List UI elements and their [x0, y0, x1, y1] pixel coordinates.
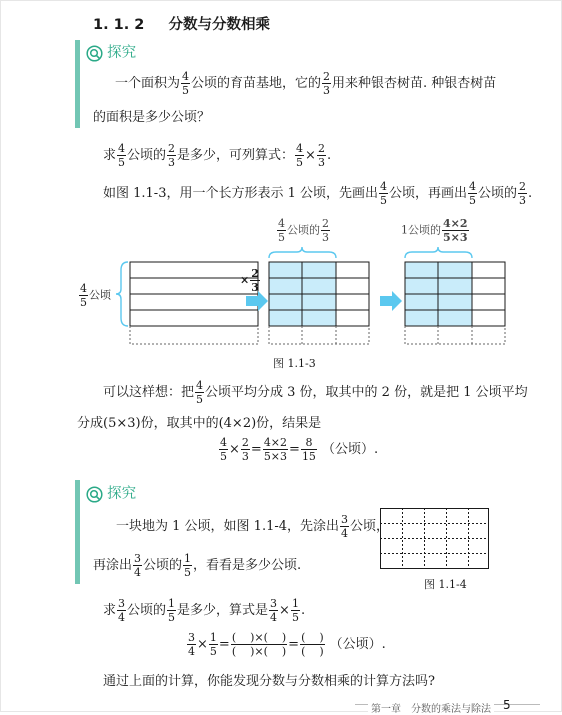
- fraction: $\frac{4}{5}$: [278, 217, 285, 244]
- figure-1-1-4: [380, 508, 490, 570]
- explore-label: 探究: [107, 486, 137, 502]
- fraction: $\frac{3}{4}$: [188, 631, 195, 658]
- fraction: $\frac{4}{5}$: [182, 70, 190, 97]
- rect-step3: [405, 262, 505, 344]
- fraction: $\frac{3}{4}$: [341, 513, 349, 540]
- figure-caption: 图 1.1-3: [273, 357, 316, 370]
- rect-step2: [269, 262, 369, 344]
- fraction: $\frac{3}{4}$: [118, 597, 126, 624]
- explore2-line2: 再涂出 $\frac{3}{4}$ 公顷的 $\frac{1}{5}$ ，看看是多少公顷.: [93, 552, 302, 579]
- fraction: $\frac{2}{3}$: [317, 142, 325, 169]
- rect-step1: [130, 262, 258, 344]
- explore-header: [86, 482, 136, 503]
- explore-header: [86, 41, 136, 62]
- figure-right-label: 1公顷的 $\frac{4\times 2}{5\times 3}$: [401, 217, 468, 244]
- question-line: 求 $\frac{4}{5}$ 公顷的 $\frac{2}{3}$ 是多少，可列算式： $\frac{4}{5}$ × $\frac{2}{3}$ .: [103, 142, 332, 169]
- figure-left-label: $\frac{4}{5}$ 公顷: [80, 282, 111, 309]
- question-line-2: 求 $\frac{3}{4}$ 公顷的 $\frac{1}{5}$ 是多少，算式是 $\frac{3}{4}$ × $\frac{1}{5}$ .: [103, 597, 306, 624]
- page-number: 5: [503, 698, 511, 712]
- fraction: $\frac{2}{3}$: [251, 267, 259, 294]
- fraction: $\frac{3}{4}$: [134, 552, 142, 579]
- explore-bar: [75, 40, 80, 128]
- fraction: $\frac{1}{5}$: [184, 552, 192, 579]
- figure-mid-label: $\frac{4}{5}$ 公顷的 $\frac{2}{3}$: [278, 217, 329, 244]
- fraction: $\frac{8}{15}$: [301, 436, 316, 463]
- fraction-blank[interactable]: $\frac{( )}{( )}$: [301, 631, 324, 658]
- fraction: $\frac{4}{5}$: [118, 142, 126, 169]
- footer-chapter: 第一章 分数的乘法与除法: [368, 700, 494, 715]
- fraction: $\frac{2}{3}$: [241, 436, 249, 463]
- top-brace: [405, 247, 472, 258]
- equation-1: $\frac{4}{5}$ × $\frac{2}{3}$ = $\frac{4\times 2}{5\times 3}$ = $\frac{8}{15}$ （公顷）.: [220, 436, 379, 463]
- figure-description: 如图 1.1-3，用一个长方形表示 1 公顷，先画出 $\frac{4}{5}$ 公顷，再画出 $\frac{4}{5}$ 公顷的 $\frac{2}{3}$ .: [103, 180, 533, 207]
- fraction: $\frac{1}{5}$: [291, 597, 299, 624]
- equation-2: $\frac{3}{4}$ × $\frac{1}{5}$ = $\frac{( )\times( )}{( )\times( )}$ = $\frac{( )}{( )}$ （公顷）.: [188, 631, 386, 658]
- closing-question: 通过上面的计算，你能发现分数与分数相乘的计算方法吗?: [103, 674, 435, 689]
- magnifier-icon: [86, 486, 103, 503]
- fraction: $\frac{3}{4}$: [270, 597, 278, 624]
- section-heading: [93, 13, 270, 34]
- magnifier-icon: [86, 45, 103, 62]
- explore1-line1: 一个面积为 $\frac{4}{5}$ 公顷的育苗基地，它的 $\frac{2}{3}$ 用来种银杏树苗. 种银杏树苗: [115, 70, 497, 97]
- left-brace: [116, 262, 128, 326]
- fraction: $\frac{2}{3}$: [323, 70, 331, 97]
- explore2-line1: 一块地为 1 公顷，如图 1.1-4，先涂出 $\frac{3}{4}$ 公顷，: [116, 513, 390, 540]
- para2-line2: 分成(5×3)份，取其中的(4×2)份，结果是: [77, 416, 322, 431]
- arrow-right-icon: [380, 291, 402, 311]
- fraction-blank[interactable]: $\frac{( )\times( )}{( )\times( )}$: [231, 631, 287, 658]
- top-brace: [269, 247, 336, 258]
- fraction: $\frac{1}{5}$: [209, 631, 217, 658]
- fraction: $\frac{4}{5}$: [220, 436, 227, 463]
- fraction: $\frac{2}{3}$: [519, 180, 527, 207]
- explore-bar: [75, 480, 80, 584]
- figure-caption: 图 1.1-4: [424, 578, 467, 591]
- fraction: $\frac{4}{5}$: [296, 142, 304, 169]
- para2-line1: 可以这样想：把 $\frac{4}{5}$ 公顷平均分成 3 份，取其中的 2 份，就是把 1 公顷平均: [103, 379, 528, 406]
- section-number: 1. 1. 2: [93, 17, 145, 33]
- fraction: $\frac{4}{5}$: [80, 282, 87, 309]
- fraction: $\frac{4\times 2}{5\times 3}$: [443, 217, 468, 244]
- fraction: $\frac{4}{5}$: [380, 180, 388, 207]
- fraction: $\frac{2}{3}$: [322, 217, 329, 244]
- fraction: $\frac{2}{3}$: [168, 142, 176, 169]
- section-title: 分数与分数相乘: [168, 17, 271, 33]
- fraction: $\frac{4\times 2}{5\times 3}$: [263, 436, 288, 463]
- explore-label: 探究: [107, 45, 137, 61]
- fraction: $\frac{4}{5}$: [196, 379, 204, 406]
- figure-operator: × $\frac{2}{3}$: [240, 267, 259, 294]
- fraction: $\frac{4}{5}$: [469, 180, 477, 207]
- explore1-line2: 的面积是多少公顷？: [93, 110, 211, 125]
- fraction: $\frac{1}{5}$: [168, 597, 176, 624]
